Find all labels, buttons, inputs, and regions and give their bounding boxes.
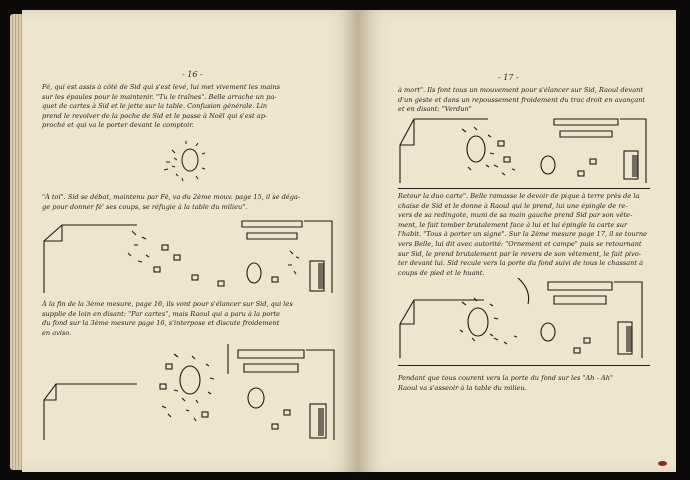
right-text-block-1 [398, 86, 645, 115]
text-line: sur Sid, le prend brutalement par le revers de son vêtement, le fait pivo- [398, 249, 641, 258]
text-line: À la fin de la 3ème mesure, page 16, ils vont pour s'élancer sur Sid, qui les [42, 300, 293, 308]
text-line: quet de cartes à Sid et le jette sur la table. Confusion générale. Lin [42, 102, 268, 111]
stage-diagram-4 [398, 278, 658, 360]
section-divider [398, 365, 650, 366]
right-page [358, 10, 676, 472]
right-page-number: - 17 - [498, 73, 519, 82]
text-line: proché et qui va le porter devant le comptoir. [42, 121, 194, 130]
text-line: sur les épaules pour le maintenir. "Tu le traînes". Belle arrache un pa- [42, 92, 277, 101]
open-book [10, 10, 680, 472]
text-line: et en disant: "Verdun" [398, 105, 472, 114]
right-text-block-3 [398, 374, 613, 393]
text-line: à mort". Ils font tous un mouvement pour s'élancer sur Sid, Raoul devant [398, 86, 644, 94]
stage-diagram-2 [42, 340, 342, 445]
stage-diagram-1 [42, 215, 342, 295]
text-line: l'habit. "Tous à porter un signe". Sur la 2ème mesure page 17, il se tourne [398, 230, 647, 239]
left-text-block-3 [42, 300, 293, 338]
left-page [22, 10, 358, 472]
text-line: "À toi". Sid se débat, maintenu par Fé, va du 2ème mouv. page 15, il se déga- [42, 193, 301, 201]
text-line: coups de pied et le huant. [398, 268, 485, 277]
left-text-block-1 [42, 83, 280, 131]
left-page-number: - 16 - [182, 70, 203, 79]
text-line: ment, le fait tomber brutalement face à lui et lui épingle la carte sur [398, 220, 628, 229]
left-text-block-2 [42, 193, 300, 212]
section-divider [398, 188, 650, 189]
text-line: d'un geste et dans un repoussement froidement du trac droit en avançant [398, 95, 646, 104]
text-line: Raoul va s'asseoir à la table du milieu. [398, 383, 527, 392]
text-line: vers Belle, lui dit avec autorité: "Ornement et campe" puis se retournant [398, 239, 642, 248]
text-line: chaise de Sid et le donne à Raoul qui le prend, lui une épingle de re- [398, 201, 628, 210]
text-line: Retour la duo carte". Belle ramasse le devoir de pique à terre près de la [398, 192, 640, 200]
small-table-diagram [152, 138, 222, 188]
stage-diagram-3 [398, 115, 658, 185]
text-line: ter devant lui. Sid recule vers la porte du fond suivi de tous le chassant à [398, 259, 644, 268]
text-line: Fé, qui est assis à côté de Sid qui s'est levé, lui met vivement les mains [42, 83, 281, 91]
text-line: ge pour donner fé' ses coups, se réfugie à la table du milieu". [42, 202, 248, 211]
text-line: Pendant que tous courent vers la porte du fond sur les "Ah - Ah" [398, 374, 613, 382]
right-text-block-2 [398, 192, 647, 278]
text-line: du fond sur la 3ème mesure page 16, s'interpose et discute froidement [42, 319, 280, 328]
text-line: en aviso. [42, 328, 72, 337]
text-line: prend le revolver de la poche de Sid et le passe à Noël qui s'est ap- [42, 111, 268, 120]
ink-blot [658, 461, 667, 466]
text-line: supplie de loin en disant: "Par cartes", mais Raoul qui a paru à la porte [42, 309, 281, 318]
text-line: vers de sa redingote, muni de sa main gauche prend Sid par son vête- [398, 211, 633, 220]
